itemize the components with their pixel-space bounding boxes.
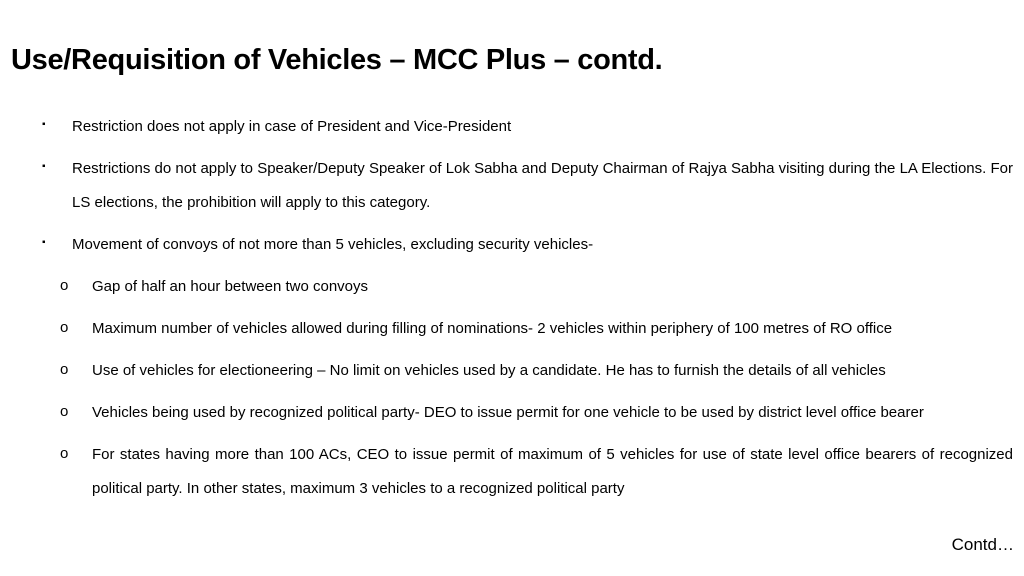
- bullet-list: [0, 110, 1024, 514]
- bullet-text: Restriction does not apply in case of President and Vice-President: [72, 118, 512, 135]
- sub-bullet-item: [0, 312, 1013, 346]
- slide-title: Use/Requisition of Vehicles – MCC Plus – contd.: [11, 44, 663, 76]
- sub-bullet-text: Vehicles being used by recognized political party- DEO to issue permit for one vehicle to be used by district level office bearer: [92, 404, 924, 421]
- circle-bullet-icon: o: [60, 445, 69, 462]
- sub-bullet-text: For states having more than 100 ACs, CEO to issue permit of maximum of 5 vehicles for use of state level office bearers of recognized political party. In other states, maximum 3 vehicles to a recognized political party: [92, 446, 1013, 497]
- square-bullet-icon: ▪: [42, 237, 46, 248]
- square-bullet-icon: ▪: [42, 119, 46, 130]
- sub-bullet-item: [0, 270, 1013, 304]
- bullet-text: Restrictions do not apply to Speaker/Deputy Speaker of Lok Sabha and Deputy Chairman of Rajya Sabha visiting during the LA Elections. For LS elections, the prohibition will apply to this category.: [72, 160, 1013, 211]
- continued-label: Contd…: [951, 535, 1014, 554]
- sub-bullet-item: [0, 396, 1013, 430]
- square-bullet-icon: ▪: [42, 161, 46, 172]
- bullet-item: [0, 110, 1013, 144]
- sub-bullet-item: [0, 438, 1013, 506]
- sub-bullet-text: Use of vehicles for electioneering – No limit on vehicles used by a candidate. He has to furnish the details of all vehicles: [92, 362, 886, 379]
- circle-bullet-icon: o: [60, 361, 69, 378]
- circle-bullet-icon: o: [60, 403, 69, 420]
- circle-bullet-icon: o: [60, 319, 69, 336]
- circle-bullet-icon: o: [60, 277, 69, 294]
- sub-bullet-text: Maximum number of vehicles allowed during filling of nominations- 2 vehicles within periphery of 100 metres of RO office: [92, 320, 893, 337]
- bullet-item: [0, 228, 1013, 262]
- sub-bullet-item: [0, 354, 1013, 388]
- bullet-item: [0, 152, 1013, 220]
- sub-bullet-text: Gap of half an hour between two convoys: [92, 278, 369, 295]
- bullet-text: Movement of convoys of not more than 5 vehicles, excluding security vehicles-: [72, 236, 594, 253]
